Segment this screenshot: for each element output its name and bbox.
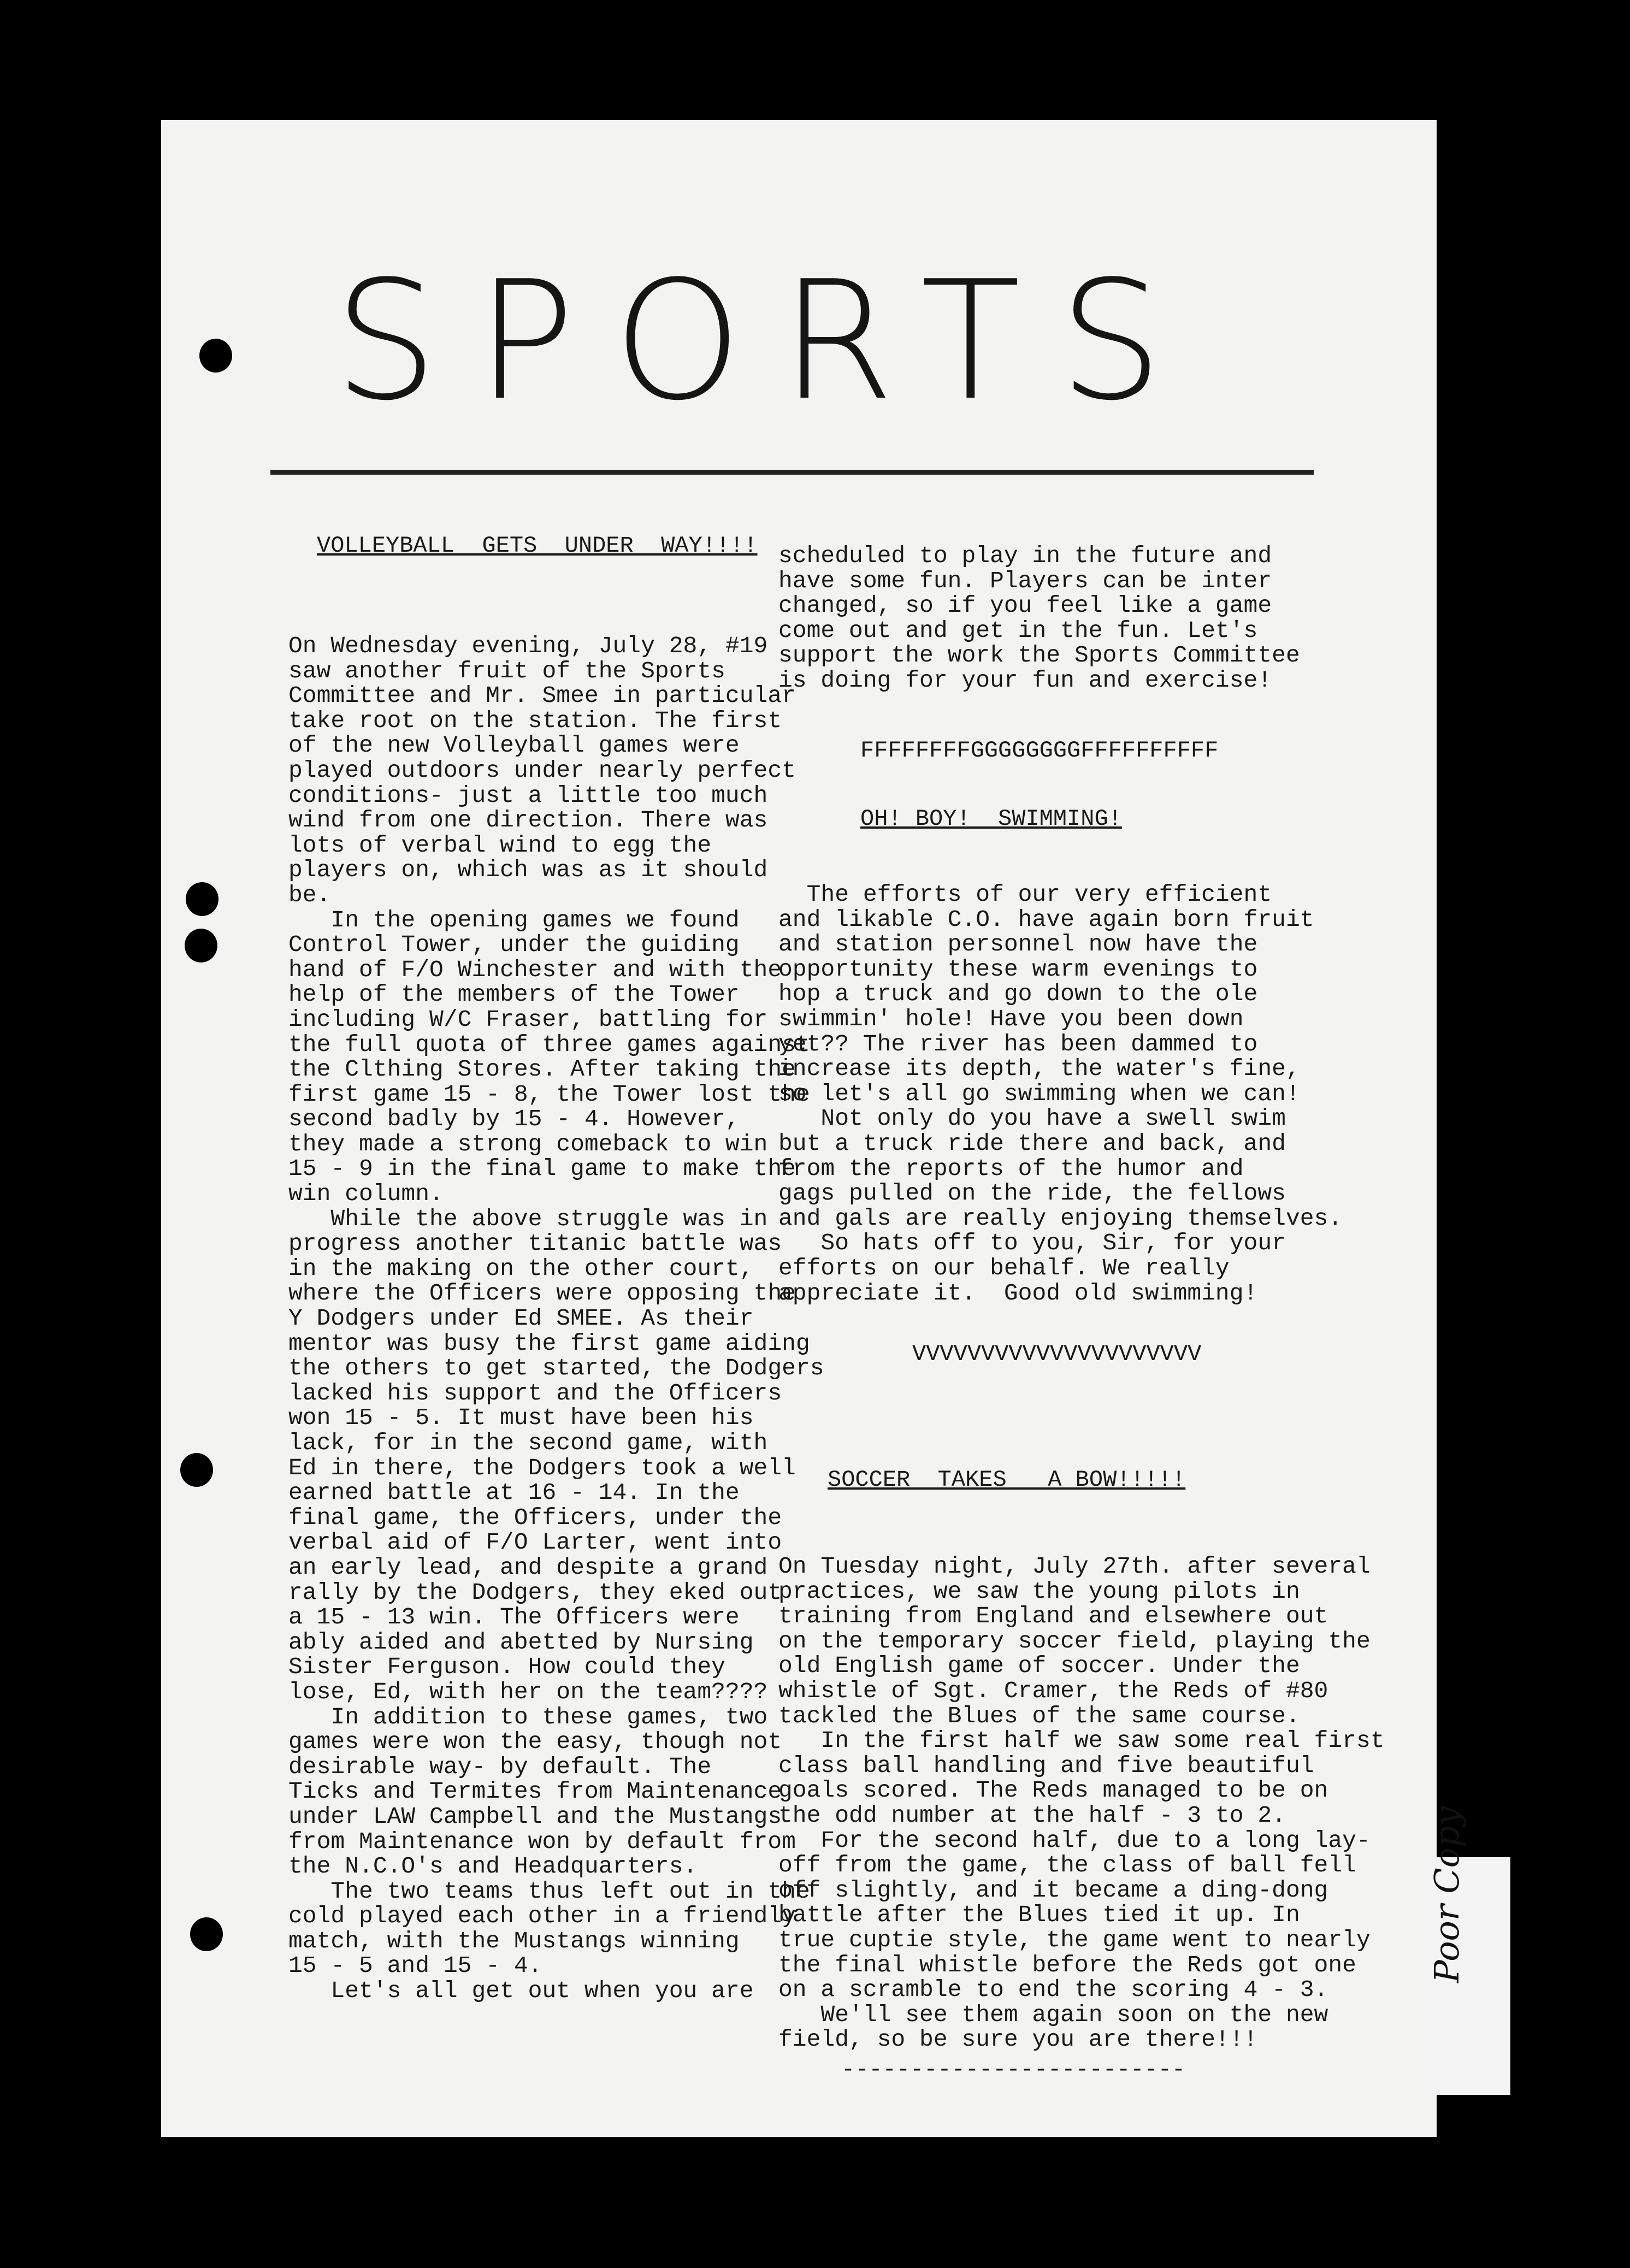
text-line: increase its depth, the water's fine,	[778, 1055, 1300, 1083]
swimming-heading: OH! BOY! SWIMMING!	[860, 806, 1122, 832]
volleyball-article-continued	[778, 544, 1499, 693]
text-line: hop a truck and go down to the ole	[778, 981, 1258, 1008]
text-line: games were won the easy, though not	[288, 1728, 782, 1756]
text-line: second badly by 15 - 4. However,	[288, 1106, 740, 1133]
text-line: class ball handling and five beautiful	[778, 1752, 1314, 1779]
text-line: goals scored. The Reds managed to be on	[778, 1777, 1328, 1804]
text-line: the others to get started, the Dodgers	[288, 1355, 824, 1382]
text-line: practices, we saw the young pilots in	[778, 1578, 1300, 1605]
text-line: scheduled to play in the future and	[778, 542, 1272, 569]
section-divider: VVVVVVVVVVVVVVVVVVVVV	[912, 1341, 1202, 1367]
text-line: verbal aid of F/O Larter, went into	[288, 1529, 782, 1556]
text-line: off slightly, and it became a ding-dong	[778, 1876, 1328, 1904]
text-line: We'll see them again soon on the new	[778, 2001, 1328, 2028]
text-line: mentor was busy the first game aiding	[288, 1330, 810, 1357]
text-line: old English game of soccer. Under the	[778, 1652, 1300, 1680]
text-line: earned battle at 16 - 14. In the	[288, 1479, 740, 1507]
text-line: Ed in there, the Dodgers took a well	[288, 1454, 796, 1481]
volleyball-article	[288, 634, 835, 2004]
text-line: 15 - 9 in the final game to make the	[288, 1155, 796, 1183]
text-line: played outdoors under nearly perfect	[288, 757, 796, 784]
text-line: The two teams thus left out in the	[288, 1877, 810, 1905]
text-line: In addition to these games, two	[288, 1703, 768, 1730]
text-line: So hats off to you, Sir, for your	[778, 1230, 1286, 1257]
soccer-heading: SOCCER TAKES A BOW!!!!!	[828, 1467, 1186, 1493]
text-line: training from England and elsewhere out	[778, 1603, 1328, 1630]
text-line: conditions- just a little too much	[288, 782, 768, 809]
text-line: changed, so if you feel like a game	[778, 592, 1272, 619]
soccer-article	[778, 1554, 1385, 2052]
text-line: lots of verbal wind to egg the	[288, 831, 712, 859]
text-line: of the new Volleyball games were	[288, 732, 740, 759]
text-line: they made a strong comeback to win	[288, 1130, 768, 1157]
text-line: progress another titanic battle was	[288, 1230, 782, 1257]
text-line: come out and get in the fun. Let's	[778, 617, 1258, 644]
text-line: support the work the Sports Committee	[778, 642, 1300, 669]
text-line: is doing for your fun and exercise!	[778, 666, 1272, 694]
text-line: Control Tower, under the guiding	[288, 931, 740, 959]
text-line: cold played each other in a friendly	[288, 1903, 796, 1930]
text-line: in the making on the other court,	[288, 1255, 754, 1282]
text-line: yet?? The river has been dammed to	[778, 1030, 1258, 1058]
text-line: Let's all get out when you are	[288, 1977, 754, 2005]
masthead-title: SPORTS	[334, 246, 1201, 436]
text-line: opportunity these warm evenings to	[778, 955, 1258, 983]
text-line: off from the game, the class of ball fell	[778, 1852, 1356, 1879]
text-line: the final whistle before the Reds got one	[778, 1951, 1356, 1978]
text-line: lack, for in the second game, with	[288, 1430, 768, 1456]
text-line: take root on the station. The first	[288, 707, 782, 734]
text-line: rally by the Dodgers, they eked out	[288, 1579, 782, 1606]
text-line: hand of F/O Winchester and with the	[288, 956, 782, 983]
text-line: under LAW Campbell and the Mustangs	[288, 1803, 782, 1830]
text-line: While the above struggle was in	[288, 1205, 768, 1232]
text-line: The efforts of our very efficient	[778, 881, 1272, 908]
text-line: an early lead, and despite a grand	[288, 1554, 768, 1581]
text-line: Ticks and Termites from Maintenance	[288, 1778, 782, 1805]
text-line: Y Dodgers under Ed SMEE. As their	[288, 1305, 754, 1332]
text-line: Sister Ferguson. How could they	[288, 1653, 725, 1681]
archive-label-text: Poor Copy	[1427, 1806, 1467, 1983]
section-divider: -------------------------	[841, 2057, 1186, 2083]
masthead-rule	[270, 470, 1314, 475]
text-line: efforts on our behalf. We really	[778, 1254, 1230, 1281]
text-line: but a truck ride there and back, and	[778, 1130, 1286, 1157]
text-line: match, with the Mustangs winning	[288, 1927, 740, 1954]
text-line: field, so be sure you are there!!!	[778, 2026, 1258, 2053]
text-line: the Clthing Stores. After taking the	[288, 1056, 796, 1083]
text-line: on the temporary soccer field, playing the	[778, 1627, 1371, 1655]
text-line: have some fun. Players can be inter	[778, 567, 1272, 594]
text-line: be.	[288, 881, 331, 908]
text-line: from the reports of the humor and	[778, 1155, 1244, 1182]
text-line: swimmin' hole! Have you been down	[778, 1005, 1244, 1032]
text-line: won 15 - 5. It must have been his	[288, 1404, 754, 1432]
text-line: For the second half, due to a long lay-	[778, 1827, 1371, 1854]
text-line: tackled the Blues of the same course.	[778, 1702, 1300, 1729]
text-line: true cuptie style, the game went to nearly	[778, 1926, 1371, 1953]
text-line: on a scramble to end the scoring 4 - 3.	[778, 1976, 1328, 2004]
text-line: players on, which was as it should	[288, 857, 768, 884]
text-line: the full quota of three games against	[288, 1031, 810, 1058]
text-line: from Maintenance won by default from	[288, 1828, 796, 1855]
text-line: gags pulled on the ride, the fellows	[778, 1180, 1286, 1207]
text-line: the odd number at the half - 3 to 2.	[778, 1802, 1286, 1829]
text-line: In the opening games we found	[288, 906, 740, 934]
text-line: appreciate it. Good old swimming!	[778, 1279, 1258, 1307]
text-line: a 15 - 13 win. The Officers were	[288, 1604, 740, 1631]
text-line: battle after the Blues tied it up. In	[778, 1901, 1300, 1929]
text-line: desirable way- by default. The	[288, 1753, 712, 1780]
text-line: help of the members of the Tower	[288, 981, 740, 1008]
text-line: On Wednesday evening, July 28, #19	[288, 633, 768, 659]
text-line: where the Officers were opposing the	[288, 1280, 796, 1307]
text-line: first game 15 - 8, the Tower lost the	[288, 1080, 810, 1108]
text-line: the N.C.O's and Headquarters.	[288, 1853, 698, 1880]
text-line: Committee and Mr. Smee in particular	[288, 682, 796, 710]
text-line: final game, the Officers, under the	[288, 1504, 782, 1531]
swimming-article	[778, 882, 1342, 1306]
text-line: 15 - 5 and 15 - 4.	[288, 1952, 542, 1980]
text-line: whistle of Sgt. Cramer, the Reds of #80	[778, 1677, 1328, 1704]
text-line: and station personnel now have the	[778, 931, 1258, 958]
section-divider: FFFFFFFFGGGGGGGGFFFFFFFFFF	[860, 737, 1219, 764]
volleyball-heading: VOLLEYBALL GETS UNDER WAY!!!!	[317, 533, 758, 559]
text-line: lose, Ed, with her on the team????	[288, 1678, 768, 1705]
text-line: saw another fruit of the Sports	[288, 657, 725, 684]
text-line: In the first half we saw some real first	[778, 1727, 1385, 1755]
text-line: lacked his support and the Officers	[288, 1379, 782, 1407]
text-line: and likable C.O. have again born fruit	[778, 906, 1314, 933]
text-line: so let's all go swimming when we can!	[778, 1080, 1300, 1107]
text-line: ably aided and abetted by Nursing	[288, 1628, 754, 1656]
text-line: wind from one direction. There was	[288, 807, 768, 834]
text-line: win column.	[288, 1180, 444, 1208]
text-line: including W/C Fraser, battling for	[288, 1006, 768, 1033]
text-line: and gals are really enjoying themselves.	[778, 1204, 1343, 1232]
text-line: Not only do you have a swell swim	[778, 1105, 1286, 1132]
text-line: On Tuesday night, July 27th. after several	[778, 1553, 1371, 1580]
